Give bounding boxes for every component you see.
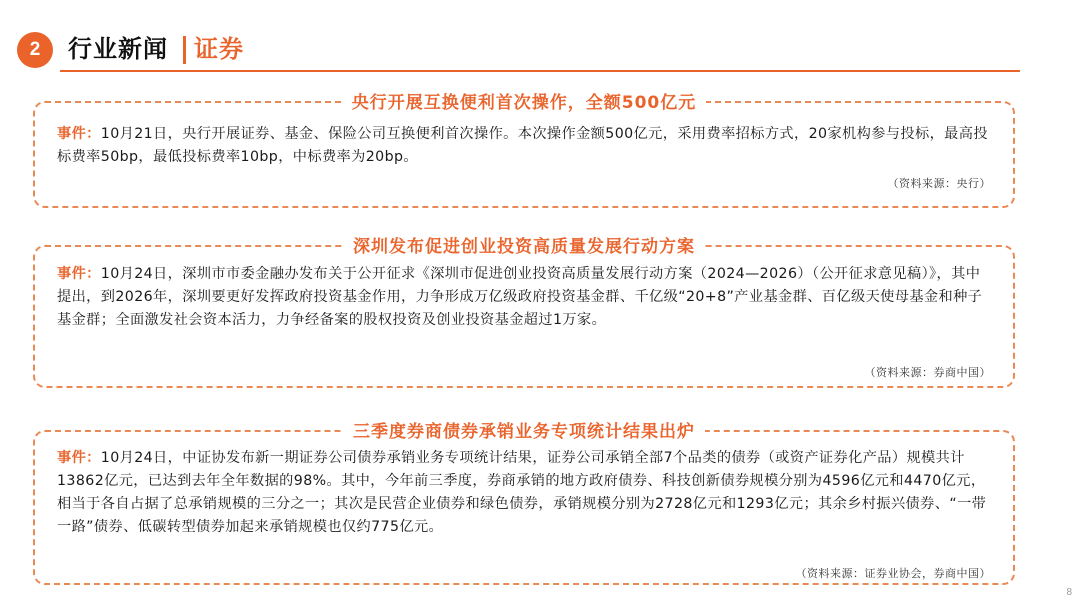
event-tag: 事件： bbox=[57, 126, 101, 142]
event-tag: 事件： bbox=[57, 450, 101, 466]
page-subtitle: 证券 bbox=[194, 35, 244, 63]
news-source: （资料来源：证券业协会，券商中国） bbox=[795, 567, 991, 580]
news-card-2 bbox=[33, 237, 1015, 388]
news-card-1 bbox=[33, 93, 1015, 208]
news-source: （资料来源：央行） bbox=[887, 177, 991, 190]
news-card-3 bbox=[33, 422, 1015, 585]
page-title: 行业新闻 bbox=[68, 35, 168, 63]
news-title: 深圳发布促进创业投资高质量发展行动方案 bbox=[343, 234, 705, 260]
news-body bbox=[57, 263, 991, 332]
section-number-badge: 2 bbox=[17, 32, 53, 68]
news-text: 10月24日，深圳市市委金融办发布关于公开征求《深圳市促进创业投资高质量发展行动方案（2024—2026）（公开征求意见稿）》，其中提出，到2026年，深圳要更好发挥政府投资基金作用，力争形成万亿级政府投资基金群、千亿级“20+8”产业基金群、百亿级天使母基金和种子基金群；全面激发社会资本活力，力争经备案的股权投资及创业投资基金超过1万家。 bbox=[57, 266, 983, 328]
news-text: 10月21日，央行开展证券、基金、保险公司互换便利首次操作。本次操作金额500亿元，采用费率招标方式，20家机构参与投标，最高投标费率50bp，最低投标费率10bp，中标费率为20bp。 bbox=[57, 126, 988, 165]
page-header bbox=[0, 0, 1080, 72]
news-body bbox=[57, 123, 991, 169]
title-separator bbox=[183, 36, 186, 64]
news-body bbox=[57, 447, 991, 539]
news-title: 央行开展互换便利首次操作，全额500亿元 bbox=[342, 90, 707, 116]
news-text: 10月24日，中证协发布新一期证券公司债券承销业务专项统计结果，证券公司承销全部7个品类的债券（或资产证券化产品）规模共计13862亿元，已达到去年全年数据的98%。其中，今年前三季度，券商承销的地方政府债券、科技创新债券规模分别为4596亿元和4470亿元，相当于各自占据了总承销规模的三分之一；其次是民营企业债券和绿色债券，承销规模分别为2728亿元和1293亿元；其余乡村振兴债券、“一带一路”债券、低碳转型债券加起来承销规模也仅约775亿元。 bbox=[57, 450, 987, 535]
event-tag: 事件： bbox=[57, 266, 101, 282]
page-number: 8 bbox=[1066, 587, 1072, 598]
news-source: （资料来源：券商中国） bbox=[864, 366, 991, 379]
header-divider bbox=[60, 70, 1020, 72]
news-title: 三季度券商债券承销业务专项统计结果出炉 bbox=[343, 419, 705, 445]
